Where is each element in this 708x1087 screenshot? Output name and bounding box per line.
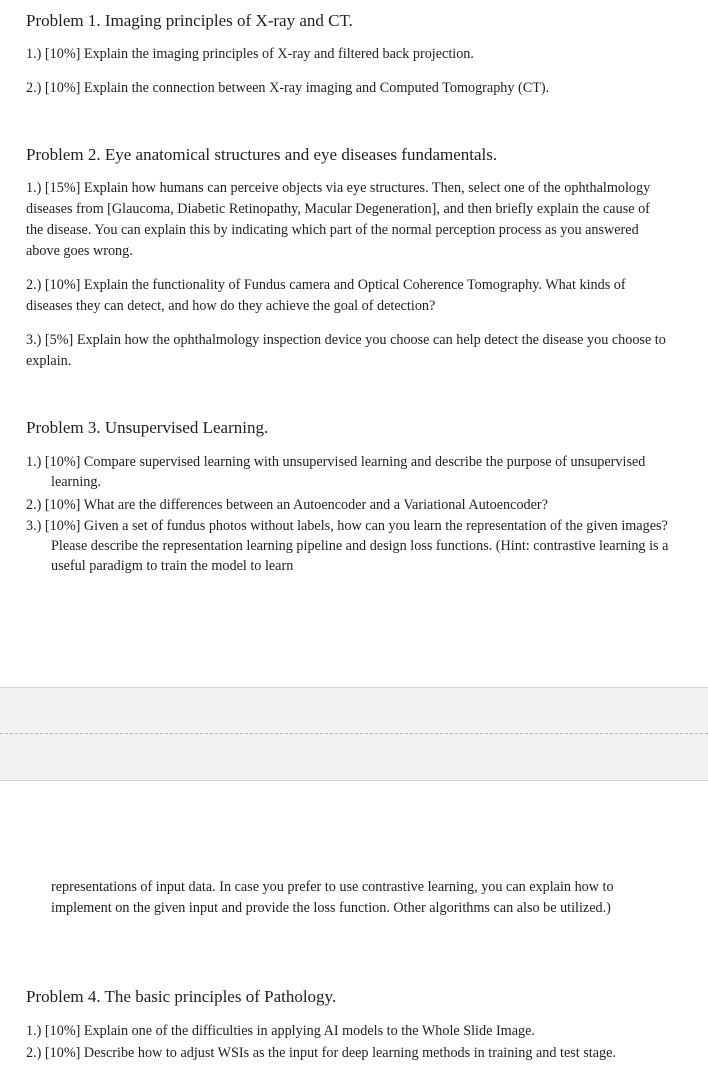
problem-2-question-2: 2.) [10%] Explain the functionality of Fundus camera and Optical Coherence Tomography. What kinds of diseases they can detect, and how do they achieve the goal of detection? — [26, 277, 626, 314]
problem-3-title: Problem 3. Unsupervised Learning. — [26, 418, 269, 437]
problem-3-question-3: 3.) [10%] Given a set of fundus photos without labels, how can you learn the representation of the given images? Please describe the representation learning pipeline and design loss functions. (Hint: contrastive learning is a useful paradigm to train the model to learn — [26, 518, 669, 574]
problem-3-question-3-continued: representations of input data. In case you prefer to use contrastive learning, you can explain how to implement on the given input and provide the loss function. Other algorithms can also be utilized.) — [51, 879, 614, 916]
problem-4-question-1: 1.) [10%] Explain one of the difficulties in applying AI models to the Whole Slide Image. — [26, 1023, 535, 1039]
page-break-divider — [0, 733, 708, 734]
problem-1-question-2: 2.) [10%] Explain the connection between X-ray imaging and Computed Tomography (CT). — [26, 80, 550, 96]
problem-1-title: Problem 1. Imaging principles of X-ray and CT. — [26, 11, 353, 30]
problem-3-question-2: 2.) [10%] What are the differences between an Autoencoder and a Variational Autoencoder? — [26, 497, 548, 513]
problem-4-question-2: 2.) [10%] Describe how to adjust WSIs as the input for deep learning methods in training and test stage. — [26, 1045, 616, 1061]
problem-1-question-1: 1.) [10%] Explain the imaging principles of X-ray and filtered back projection. — [26, 46, 474, 62]
problem-4-title: Problem 4. The basic principles of Pathology. — [26, 987, 337, 1006]
problem-2-question-1: 1.) [15%] Explain how humans can perceive objects via eye structures. Then, select one of the ophthalmology diseases from [Glaucoma, Diabetic Retinopathy, Macular Degeneration], and then briefly explain the cause of the disease. You can explain this by indicating which part of the normal perception process as you answered above goes wrong. — [26, 180, 651, 259]
page-break — [0, 687, 708, 781]
problem-2-title: Problem 2. Eye anatomical structures and eye diseases fundamentals. — [26, 145, 498, 164]
problem-2-question-3: 3.) [5%] Explain how the ophthalmology inspection device you choose can help detect the disease you choose to explain. — [26, 332, 666, 369]
problem-3-question-1: 1.) [10%] Compare supervised learning with unsupervised learning and describe the purpose of unsupervised learning. — [26, 454, 646, 490]
